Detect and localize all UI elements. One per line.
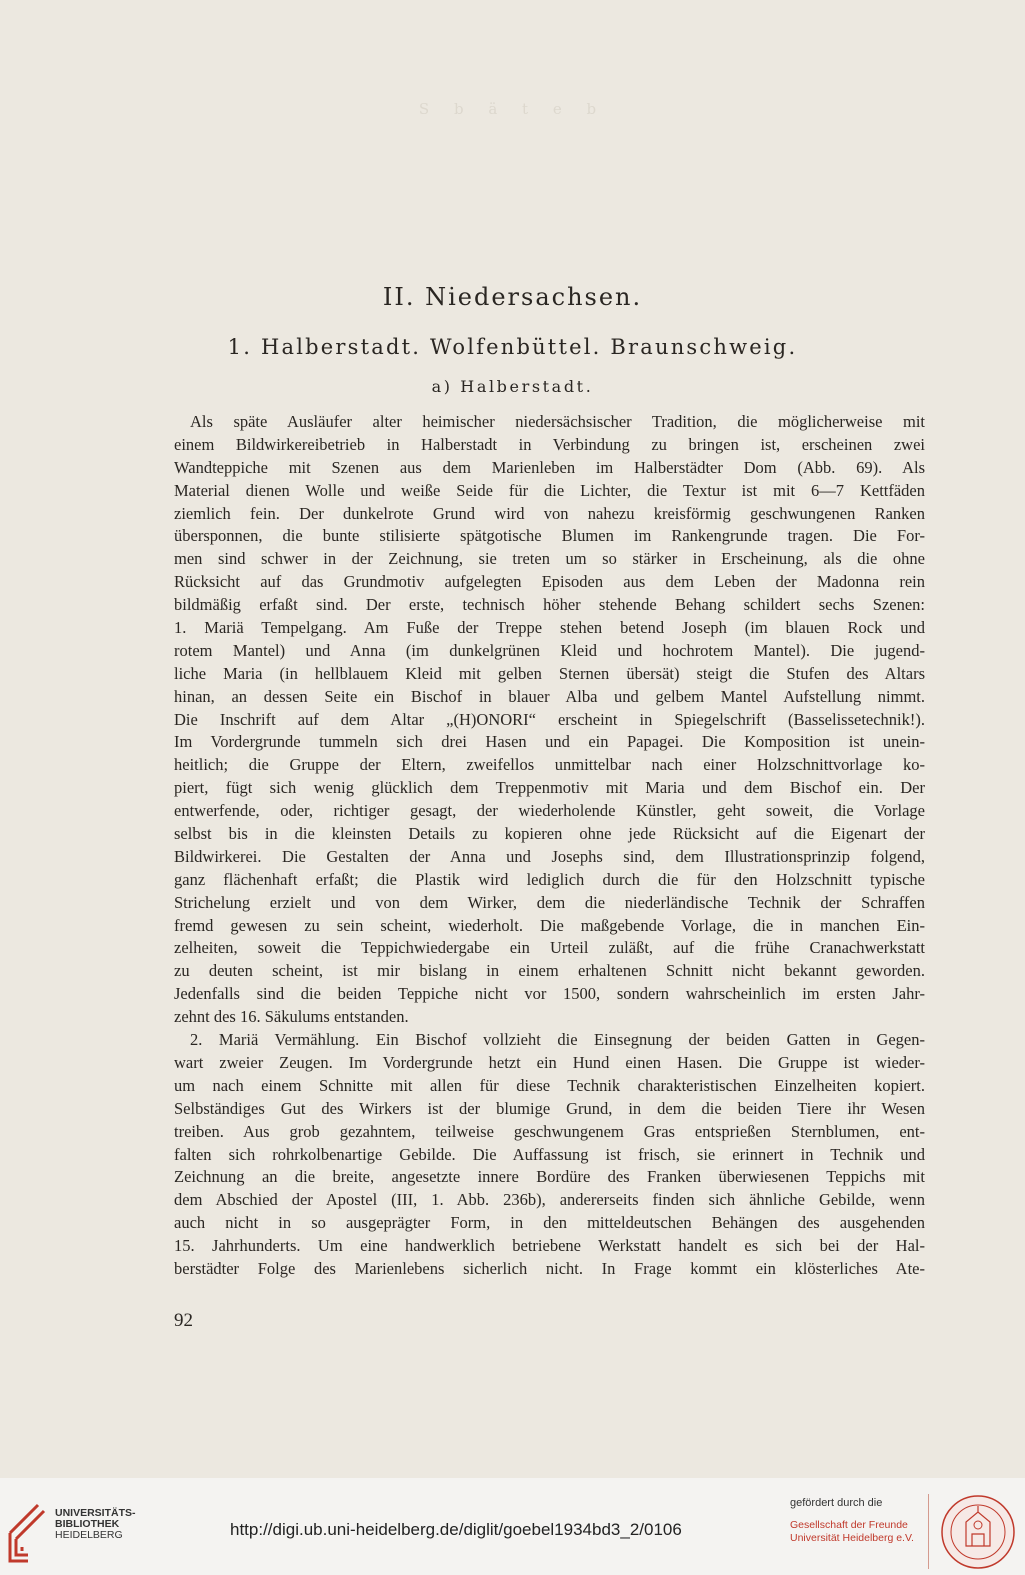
text-line: bildmäßig erfaßt sind. Der erste, technisch höher stehende Behang schildert sechs Szenen: [174, 595, 925, 615]
text-line: 2. Mariä Vermählung. Ein Bischof vollzieht die Einsegnung der beiden Gatten in Gegen- [190, 1030, 925, 1050]
text-line: 1. Mariä Tempelgang. Am Fuße der Treppe stehen betend Joseph (im blauen Rock und [174, 618, 925, 638]
text-line: Die Inschrift auf dem Altar „(H)ONORI“ erscheint in Spiegelschrift (Basselissetechnik!). [174, 709, 925, 729]
sponsor-name-line: Universität Heidelberg e.V. [790, 1532, 914, 1544]
text-line: fremd gewesen zu sein scheint, wiederholt. Die maßgebende Vorlage, die in manchen Ein- [174, 915, 925, 935]
text-line: um nach einem Schnitte mit allen für diese Technik charakteristischen Einzelheiten kopiert. [174, 1075, 925, 1095]
text-line: heitlich; die Gruppe der Eltern, zweifellos unmittelbar nach einer Holzschnittvorlage ko- [174, 755, 925, 775]
text-line: liche Maria (in hellblauem Kleid mit gelben Sternen übersät) steigt die Stufen des Altars [174, 663, 925, 683]
text-line: piert, fügt sich wenig glücklich dem Treppenmotiv mit Maria und dem Bischof ein. Der [174, 778, 925, 798]
text-line: zelheiten, soweit die Teppichwiedergabe ein Urteil zuläßt, auf die frühe Cranachwerkstatt [174, 938, 925, 958]
body-text [174, 411, 925, 1281]
sponsor-name [790, 1519, 914, 1545]
text-line: Wandteppiche mit Szenen aus dem Marienleben im Halberstädter Dom (Abb. 69). Als [174, 457, 925, 477]
text-line: rotem Mantel) und Anna (im dunkelgrünen Kleid und hochrotem Mantel). Die jugend- [174, 640, 925, 660]
library-name [55, 1508, 136, 1541]
text-line: Zeichnung an die breite, angesetzte innere Bordüre des Franken überwiesenen Teppichs mit [174, 1167, 925, 1187]
text-line: entwerfende, oder, richtiger gesagt, der wiederholende Künstler, geht soweit, die Vorlage [174, 801, 925, 821]
library-name-line: UNIVERSITÄTS- [55, 1507, 136, 1519]
text-line: Als späte Ausläufer alter heimischer niedersächsischer Tradition, die möglicherweise mit [190, 412, 925, 431]
text-line: Bildwirkerei. Die Gestalten der Anna und Josephs sind, dem Illustrationsprinzip folgend, [174, 846, 925, 866]
text-line: treiben. Aus grob gezahntem, teilweise geschwungenem Gras entsprießen Sternblumen, ent- [174, 1121, 925, 1141]
text-line: ziemlich fein. Der dunkelrote Grund wird von nahezu kreisförmig geschwungenen Ranken [174, 503, 925, 523]
show-through-text: S b ä t e b [418, 100, 607, 118]
library-name-line: BIBLIOTHEK [55, 1518, 120, 1530]
sponsor-label: gefördert durch die [790, 1497, 883, 1509]
text-line: wart zweier Zeugen. Im Vordergrunde hetzt ein Hund einen Hasen. Die Gruppe ist wieder- [174, 1052, 925, 1072]
sponsor-name-line: Gesellschaft der Freunde [790, 1519, 908, 1531]
library-name-line: HEIDELBERG [55, 1529, 123, 1541]
university-seal-icon [940, 1494, 1016, 1570]
text-line: Im Vordergrunde tummeln sich drei Hasen und ein Papagei. Die Komposition ist unein- [174, 732, 925, 752]
text-line: zehnt des 16. Säkulums entstanden. [174, 1007, 409, 1027]
text-line: 15. Jahrhunderts. Um eine handwerklich betriebene Werkstatt handelt es sich bei der Hal- [174, 1236, 925, 1256]
subsection-heading: a) Halberstadt. [431, 377, 594, 396]
text-line: Strichelung erzielt und von dem Wirker, dem die niederländische Technik der Schraffen [174, 892, 925, 912]
text-line: ganz flächenhaft erfaßt; die Plastik wird lediglich durch die für den Holzschnitt typische [174, 869, 925, 889]
chapter-heading: II. Niedersachsen. [382, 283, 643, 311]
text-line: Rücksicht auf das Grundmotiv aufgelegten Episoden aus dem Leben der Madonna rein [174, 572, 925, 592]
divider [928, 1494, 929, 1569]
text-line: einem Bildwirkereibetrieb in Halberstadt in Verbindung zu bringen ist, erscheinen zwei [174, 434, 925, 454]
text-line: hinan, an dessen Seite ein Bischof in blauer Alba und gelbem Mantel Aufstellung nimmt. [174, 686, 925, 706]
text-line: Selbständiges Gut des Wirkers ist der blumige Grund, in dem die beiden Tiere ihr Wesen [174, 1098, 925, 1118]
text-line: Material dienen Wolle und weiße Seide für die Lichter, die Textur ist mit 6—7 Kettfäden [174, 480, 925, 500]
text-line: selbst bis in die kleinsten Details zu kopieren ohne jede Rücksicht auf die Eigenart der [174, 824, 925, 844]
section-heading: 1. Halberstadt. Wolfenbüttel. Braunschweig. [227, 335, 798, 359]
permalink-url[interactable]: http://digi.ub.uni-heidelberg.de/diglit/goebel1934bd3_2/0106 [230, 1520, 682, 1539]
university-library-logo-icon [8, 1503, 50, 1565]
text-line: dem Abschied der Apostel (III, 1. Abb. 236b), andererseits finden sich ähnliche Gebilde, wenn [174, 1190, 925, 1210]
text-line: übersponnen, die bunte stilisierte spätgotische Blumen im Rankengrunde tragen. Die For- [174, 526, 925, 546]
text-line: zu deuten scheint, ist mir bislang in einem erhaltenen Schnitt nicht bekannt geworden. [174, 961, 925, 981]
text-line: auch nicht in so ausgeprägter Form, in den mitteldeutschen Behängen des ausgehenden [174, 1213, 925, 1233]
text-line: falten sich rohrkolbenartige Gebilde. Die Auffassung ist frisch, sie erinnert in Technik und [174, 1144, 925, 1164]
text-line: Jedenfalls sind die beiden Teppiche nicht vor 1500, sondern wahrscheinlich im ersten Jahr- [174, 984, 925, 1004]
footer-bar [0, 1478, 1025, 1575]
page-number: 92 [174, 1310, 193, 1331]
text-line: berstädter Folge des Marienlebens sicherlich nicht. In Frage kommt ein klösterliches Ate- [174, 1258, 925, 1278]
text-line: men sind schwer in der Zeichnung, sie treten um so stärker in Erscheinung, als die ohne [174, 549, 925, 569]
